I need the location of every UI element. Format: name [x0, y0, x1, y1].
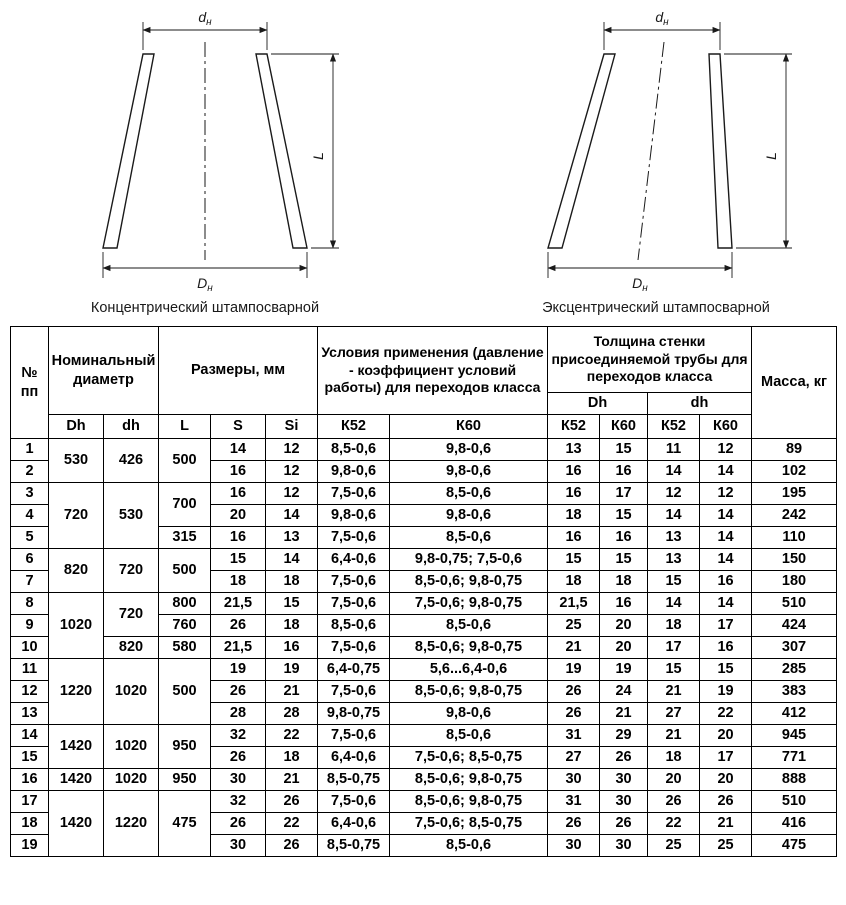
table-cell: 720	[104, 593, 159, 637]
table-cell: 8,5-0,6; 9,8-0,75	[390, 791, 548, 813]
table-cell: 9,8-0,6	[390, 703, 548, 725]
table-cell: 5	[11, 527, 49, 549]
table-cell: 8,5-0,6	[390, 725, 548, 747]
cone-right-wall	[709, 54, 732, 248]
table-cell: 950	[159, 725, 211, 769]
table-cell: 26	[266, 791, 318, 813]
table-cell: 426	[104, 439, 159, 483]
table-cell: 20	[648, 769, 700, 791]
table-cell: 21	[648, 725, 700, 747]
table-cell: 14	[700, 549, 752, 571]
table-cell: 17	[700, 747, 752, 769]
table-cell: 424	[752, 615, 837, 637]
table-cell: 14	[700, 461, 752, 483]
table-cell: 21	[266, 769, 318, 791]
table-cell: 315	[159, 527, 211, 549]
table-cell: 950	[159, 769, 211, 791]
table-cell: 21,5	[211, 593, 266, 615]
table-cell: 8	[11, 593, 49, 615]
table-cell: 7,5-0,6; 9,8-0,75	[390, 593, 548, 615]
table-cell: 21	[266, 681, 318, 703]
table-cell: 25	[548, 615, 600, 637]
table-cell: 17	[648, 637, 700, 659]
table-cell: 20	[700, 725, 752, 747]
table-cell: 8,5-0,6; 9,8-0,75	[390, 769, 548, 791]
table-cell: 22	[648, 813, 700, 835]
table-cell: 32	[211, 791, 266, 813]
table-cell: 12	[266, 461, 318, 483]
table-cell: 26	[548, 813, 600, 835]
header-col-dh: dh	[104, 415, 159, 439]
table-cell: 9	[11, 615, 49, 637]
table-cell: 18	[648, 747, 700, 769]
table-cell: 180	[752, 571, 837, 593]
table-cell: 28	[211, 703, 266, 725]
table-cell: 30	[600, 835, 648, 857]
table-cell: 13	[648, 527, 700, 549]
table-cell: 16	[211, 461, 266, 483]
table-cell: 24	[600, 681, 648, 703]
header-thickness-dh: dh	[648, 393, 752, 415]
table-cell: 27	[548, 747, 600, 769]
dim-label-bottom: $D_н$	[197, 275, 213, 294]
table-cell: 14	[648, 461, 700, 483]
table-cell: 13	[548, 439, 600, 461]
table-cell: 19	[600, 659, 648, 681]
table-cell: 22	[266, 725, 318, 747]
table-cell: 26	[548, 703, 600, 725]
table-cell: 7,5-0,6; 8,5-0,75	[390, 813, 548, 835]
table-cell: 8,5-0,6; 9,8-0,75	[390, 571, 548, 593]
table-cell: 16	[211, 483, 266, 505]
table-cell: 15	[548, 549, 600, 571]
table-cell: 15	[648, 659, 700, 681]
table-row	[11, 725, 837, 747]
table-cell: 19	[700, 681, 752, 703]
table-cell: 1020	[49, 593, 104, 659]
table-cell: 6	[11, 549, 49, 571]
eccentric-diagram	[506, 6, 806, 298]
table-cell: 12	[11, 681, 49, 703]
table-cell: 31	[548, 791, 600, 813]
table-cell: 15	[600, 439, 648, 461]
table-cell: 14	[11, 725, 49, 747]
table-cell: 820	[49, 549, 104, 593]
table-cell: 89	[752, 439, 837, 461]
table-cell: 16	[600, 593, 648, 615]
table-cell: 700	[159, 483, 211, 527]
table-cell: 26	[700, 791, 752, 813]
table-cell: 16	[548, 461, 600, 483]
table-cell: 6,4-0,6	[318, 549, 390, 571]
table-cell: 6,4-0,6	[318, 747, 390, 769]
table-cell: 15	[700, 659, 752, 681]
table-cell: 1020	[104, 769, 159, 791]
table-cell: 8,5-0,6	[390, 615, 548, 637]
table-cell: 18	[266, 615, 318, 637]
table-cell: 16	[600, 527, 648, 549]
table-cell: 4	[11, 505, 49, 527]
table-cell: 15	[11, 747, 49, 769]
table-cell: 18	[548, 571, 600, 593]
table-cell: 8,5-0,6; 9,8-0,75	[390, 637, 548, 659]
table-cell: 21	[648, 681, 700, 703]
table-cell: 2	[11, 461, 49, 483]
table-cell: 18	[266, 571, 318, 593]
header-col-S: S	[211, 415, 266, 439]
table-cell: 26	[266, 835, 318, 857]
concentric-diagram	[55, 6, 355, 298]
table-cell: 1220	[104, 791, 159, 857]
table-cell: 21	[700, 813, 752, 835]
dim-label-side: L	[763, 152, 779, 160]
table-cell: 3	[11, 483, 49, 505]
header-num: № пп	[11, 327, 49, 439]
table-cell: 19	[211, 659, 266, 681]
table-cell: 30	[211, 835, 266, 857]
table-cell: 15	[600, 549, 648, 571]
table-cell: 16	[600, 461, 648, 483]
table-cell: 16	[548, 483, 600, 505]
table-cell: 28	[266, 703, 318, 725]
table-cell: 888	[752, 769, 837, 791]
header-col-k60-conditions: К60	[390, 415, 548, 439]
table-cell: 19	[11, 835, 49, 857]
table-cell: 760	[159, 615, 211, 637]
table-cell: 26	[548, 681, 600, 703]
table-cell: 9,8-0,75	[318, 703, 390, 725]
table-cell: 7,5-0,6	[318, 527, 390, 549]
table-cell: 12	[266, 483, 318, 505]
table-cell: 21	[600, 703, 648, 725]
table-cell: 945	[752, 725, 837, 747]
table-row	[11, 439, 837, 461]
table-cell: 102	[752, 461, 837, 483]
eccentric-figure	[506, 6, 806, 316]
table-cell: 32	[211, 725, 266, 747]
header-col-k60-dh: К60	[700, 415, 752, 439]
table-cell: 510	[752, 593, 837, 615]
header-col-Si: Si	[266, 415, 318, 439]
table-cell: 771	[752, 747, 837, 769]
table-row	[11, 769, 837, 791]
table-cell: 22	[700, 703, 752, 725]
table-cell: 7,5-0,6; 8,5-0,75	[390, 747, 548, 769]
table-cell: 1220	[49, 659, 104, 725]
table-cell: 580	[159, 637, 211, 659]
table-cell: 17	[11, 791, 49, 813]
header-col-k52-dh: К52	[648, 415, 700, 439]
table-cell: 26	[211, 681, 266, 703]
table-cell: 195	[752, 483, 837, 505]
table-cell: 285	[752, 659, 837, 681]
table-cell: 1420	[49, 725, 104, 769]
table-cell: 18	[266, 747, 318, 769]
table-cell: 15	[211, 549, 266, 571]
table-cell: 14	[266, 549, 318, 571]
table-cell: 25	[648, 835, 700, 857]
dimension-bottom	[548, 252, 732, 294]
table-cell: 26	[600, 747, 648, 769]
table-row	[11, 637, 837, 659]
dim-label-bottom: $D_н$	[632, 275, 648, 294]
header-col-k52-Dh: К52	[548, 415, 600, 439]
header-col-k60-Dh: К60	[600, 415, 648, 439]
table-cell: 14	[648, 593, 700, 615]
table-cell: 15	[266, 593, 318, 615]
table-cell: 10	[11, 637, 49, 659]
table-cell: 9,8-0,6	[318, 505, 390, 527]
diagrams-section	[0, 0, 846, 316]
table-cell: 21	[548, 637, 600, 659]
table-cell: 21,5	[548, 593, 600, 615]
table-cell: 18	[548, 505, 600, 527]
table-cell: 1	[11, 439, 49, 461]
table-cell: 19	[548, 659, 600, 681]
header-conditions: Условия применения (давление - коэффициент условий работы) для переходов класса	[318, 327, 548, 415]
table-cell: 500	[159, 549, 211, 593]
table-cell: 9,8-0,6	[318, 461, 390, 483]
table-cell: 12	[700, 439, 752, 461]
table-cell: 14	[266, 505, 318, 527]
concentric-caption: Концентрический штампосварной	[90, 300, 320, 316]
dim-label-side: L	[310, 152, 326, 160]
table-cell: 18	[11, 813, 49, 835]
table-cell: 14	[211, 439, 266, 461]
header-wall-thickness: Толщина стенки присоединяемой трубы для переходов класса	[548, 327, 752, 393]
table-cell: 510	[752, 791, 837, 813]
table-cell: 7,5-0,6	[318, 483, 390, 505]
header-nominal-diameter: Номинальный диаметр	[49, 327, 159, 415]
table-cell: 15	[600, 505, 648, 527]
table-cell: 1420	[49, 791, 104, 857]
table-cell: 30	[548, 835, 600, 857]
table-cell: 8,5-0,6	[390, 835, 548, 857]
table-cell: 15	[648, 571, 700, 593]
concentric-figure	[55, 6, 355, 316]
table-cell: 383	[752, 681, 837, 703]
table-cell: 18	[211, 571, 266, 593]
table-cell: 7,5-0,6	[318, 725, 390, 747]
table-cell: 25	[700, 835, 752, 857]
cone-left-wall	[103, 54, 154, 248]
table-cell: 8,5-0,6	[318, 615, 390, 637]
table-cell: 9,8-0,6	[390, 439, 548, 461]
table-cell: 820	[104, 637, 159, 659]
table-cell: 14	[700, 527, 752, 549]
header-thickness-Dh: Dh	[548, 393, 648, 415]
table-cell: 8,5-0,75	[318, 835, 390, 857]
table-cell: 20	[600, 637, 648, 659]
table-cell: 20	[700, 769, 752, 791]
table-cell: 13	[266, 527, 318, 549]
table-cell: 18	[600, 571, 648, 593]
table-cell: 416	[752, 813, 837, 835]
table-cell: 720	[49, 483, 104, 549]
table-cell: 6,4-0,6	[318, 813, 390, 835]
table-cell: 16	[211, 527, 266, 549]
dim-label-top: $d_н$	[198, 9, 212, 28]
table-cell: 14	[700, 593, 752, 615]
table-cell: 26	[211, 615, 266, 637]
table-cell: 8,5-0,6	[318, 439, 390, 461]
table-cell: 412	[752, 703, 837, 725]
table-cell: 9,8-0,6	[390, 505, 548, 527]
table-cell: 475	[752, 835, 837, 857]
table-row	[11, 593, 837, 615]
table-cell: 31	[548, 725, 600, 747]
table-cell: 29	[600, 725, 648, 747]
table-row	[11, 659, 837, 681]
table-cell: 500	[159, 439, 211, 483]
table-cell: 7,5-0,6	[318, 637, 390, 659]
table-cell: 307	[752, 637, 837, 659]
spec-table	[10, 326, 837, 857]
table-cell: 13	[648, 549, 700, 571]
table-cell: 475	[159, 791, 211, 857]
table-cell: 16	[700, 637, 752, 659]
table-cell: 7,5-0,6	[318, 791, 390, 813]
table-cell: 8,5-0,75	[318, 769, 390, 791]
table-cell: 22	[266, 813, 318, 835]
table-cell: 720	[104, 549, 159, 593]
table-cell: 30	[600, 791, 648, 813]
table-cell: 12	[700, 483, 752, 505]
table-row	[11, 483, 837, 505]
header-col-k52-conditions: К52	[318, 415, 390, 439]
dimension-side	[724, 54, 792, 248]
table-cell: 8,5-0,6	[390, 527, 548, 549]
dimension-top	[604, 9, 720, 50]
header-col-L: L	[159, 415, 211, 439]
table-cell: 110	[752, 527, 837, 549]
table-cell: 26	[211, 747, 266, 769]
table-cell: 150	[752, 549, 837, 571]
centerline	[638, 42, 664, 260]
header-col-Dh: Dh	[49, 415, 104, 439]
table-cell: 18	[648, 615, 700, 637]
table-row	[11, 549, 837, 571]
table-cell: 21,5	[211, 637, 266, 659]
cone-right-wall	[256, 54, 307, 248]
table-cell: 13	[11, 703, 49, 725]
table-cell: 242	[752, 505, 837, 527]
table-cell: 530	[104, 483, 159, 549]
table-cell: 8,5-0,6; 9,8-0,75	[390, 681, 548, 703]
table-cell: 17	[600, 483, 648, 505]
table-cell: 7,5-0,6	[318, 593, 390, 615]
cone-left-wall	[548, 54, 615, 248]
table-cell: 5,6...6,4-0,6	[390, 659, 548, 681]
table-cell: 1020	[104, 659, 159, 725]
table-cell: 1020	[104, 725, 159, 769]
table-cell: 20	[211, 505, 266, 527]
table-cell: 16	[266, 637, 318, 659]
table-cell: 16	[700, 571, 752, 593]
table-cell: 20	[600, 615, 648, 637]
table-cell: 14	[648, 505, 700, 527]
table-cell: 9,8-0,75; 7,5-0,6	[390, 549, 548, 571]
table-header	[11, 327, 837, 439]
table-row	[11, 791, 837, 813]
dim-label-top: $d_н$	[655, 9, 669, 28]
header-sizes: Размеры, мм	[159, 327, 318, 415]
table-cell: 16	[548, 527, 600, 549]
header-mass: Масса, кг	[752, 327, 837, 439]
table-cell: 800	[159, 593, 211, 615]
table-body	[11, 439, 837, 857]
table-cell: 7	[11, 571, 49, 593]
table-cell: 19	[266, 659, 318, 681]
table-cell: 27	[648, 703, 700, 725]
table-cell: 14	[700, 505, 752, 527]
table-cell: 11	[11, 659, 49, 681]
table-cell: 26	[600, 813, 648, 835]
dimension-side	[271, 54, 339, 248]
table-cell: 30	[600, 769, 648, 791]
table-cell: 530	[49, 439, 104, 483]
table-cell: 12	[266, 439, 318, 461]
table-cell: 8,5-0,6	[390, 483, 548, 505]
table-cell: 7,5-0,6	[318, 681, 390, 703]
table-cell: 12	[648, 483, 700, 505]
table-cell: 11	[648, 439, 700, 461]
table-cell: 500	[159, 659, 211, 725]
eccentric-caption: Эксцентрический штампосварной	[542, 300, 770, 316]
table-cell: 26	[648, 791, 700, 813]
table-cell: 9,8-0,6	[390, 461, 548, 483]
table-cell: 6,4-0,75	[318, 659, 390, 681]
table-cell: 26	[211, 813, 266, 835]
table-cell: 17	[700, 615, 752, 637]
table-cell: 1420	[49, 769, 104, 791]
table-cell: 16	[11, 769, 49, 791]
table-cell: 30	[548, 769, 600, 791]
table-cell: 30	[211, 769, 266, 791]
table-cell: 7,5-0,6	[318, 571, 390, 593]
